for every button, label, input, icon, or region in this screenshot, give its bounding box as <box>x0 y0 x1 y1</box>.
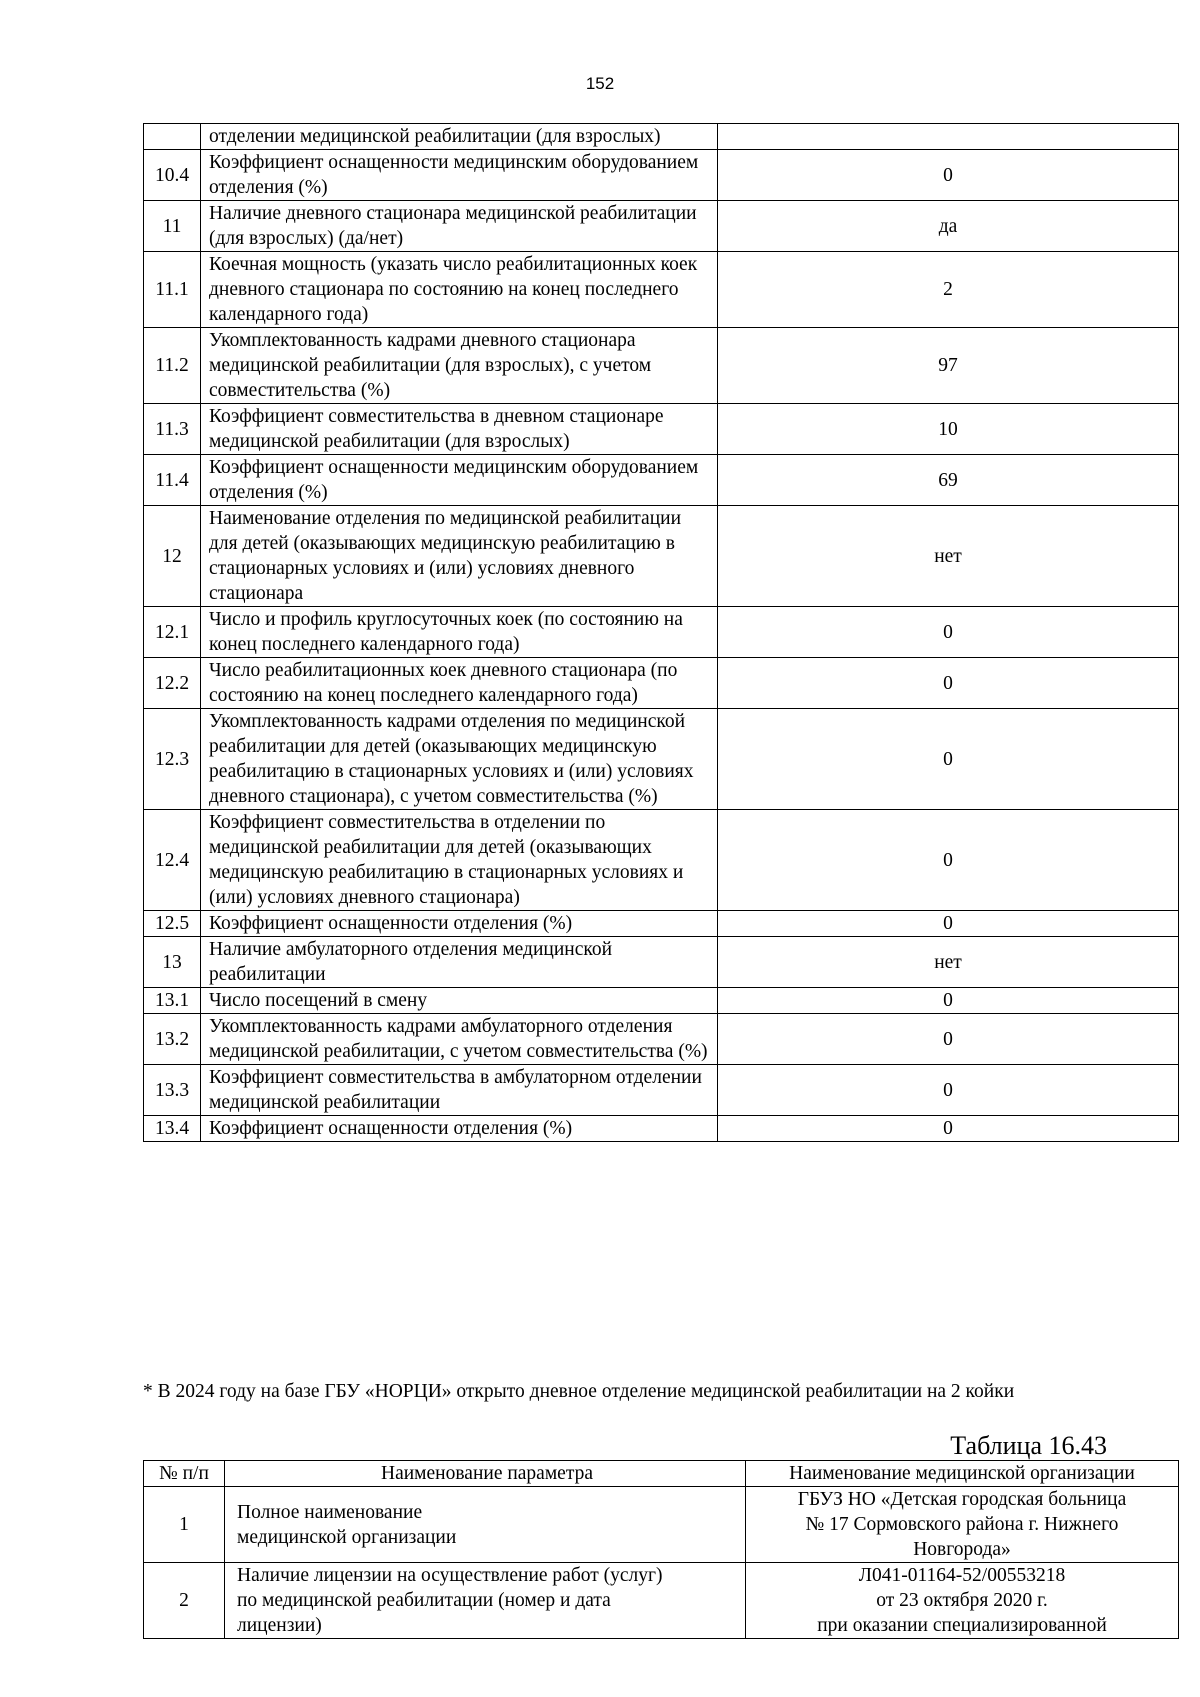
param-line: медицинской организации <box>237 1526 457 1548</box>
row-value: 0 <box>718 1065 1179 1116</box>
row-value: 2 <box>718 252 1179 328</box>
header-org: Наименование медицинской организации <box>746 1461 1179 1487</box>
table-row <box>144 607 1179 658</box>
table-row <box>144 1487 1179 1563</box>
param-line: по медицинской реабилитации (номер и дата <box>237 1590 611 1611</box>
row-num: 11.3 <box>144 404 201 455</box>
value-line: при оказании специализированной <box>817 1615 1107 1636</box>
param-line: Полное наименование <box>237 1501 423 1523</box>
row-num: 11 <box>144 201 201 252</box>
row-value: 0 <box>718 709 1179 810</box>
row-param: Наименование отделения по медицинской реабилитации для детей (оказывающих медицинскую реабилитацию в стационарных условиях и (или) условиях дневного стационара <box>201 506 718 607</box>
row-value: 10 <box>718 404 1179 455</box>
row-num: 12.3 <box>144 709 201 810</box>
row-value: 0 <box>718 810 1179 911</box>
row-value: нет <box>718 506 1179 607</box>
row-value: нет <box>718 937 1179 988</box>
row-num: 1 <box>144 1487 225 1563</box>
row-value: 0 <box>718 988 1179 1014</box>
row-num: 13 <box>144 937 201 988</box>
row-param: Наличие амбулаторного отделения медицинской реабилитации <box>201 937 718 988</box>
table-row <box>144 201 1179 252</box>
table-row <box>144 911 1179 937</box>
row-param: Укомплектованность кадрами дневного стационара медицинской реабилитации (для взрослых), с учетом совместительства (%) <box>201 328 718 404</box>
value-line: № 17 Сормовского района г. Нижнего <box>805 1514 1119 1535</box>
value-line: от 23 октября 2020 г. <box>876 1590 1048 1611</box>
row-param: Коэффициент оснащенности отделения (%) <box>201 1116 718 1142</box>
row-value: 0 <box>718 1116 1179 1142</box>
row-value: 0 <box>718 658 1179 709</box>
row-value: 0 <box>718 150 1179 201</box>
row-param: Коэффициент оснащенности медицинским оборудованием отделения (%) <box>201 150 718 201</box>
table-row <box>144 810 1179 911</box>
row-value: 0 <box>718 911 1179 937</box>
table-row <box>144 404 1179 455</box>
table-row <box>144 1014 1179 1065</box>
table-row <box>144 1065 1179 1116</box>
row-param: Коэффициент совместительства в отделении по медицинской реабилитации для детей (оказывающих медицинскую реабилитацию в стационарных условиях и (или) условиях дневного стационара) <box>201 810 718 911</box>
row-value: 97 <box>718 328 1179 404</box>
row-param: Коечная мощность (указать число реабилитационных коек дневного стационара по состоянию на конец последнего календарного года) <box>201 252 718 328</box>
table-row <box>144 709 1179 810</box>
row-value <box>746 1487 1179 1563</box>
row-param: Коэффициент совместительства в амбулаторном отделении медицинской реабилитации <box>201 1065 718 1116</box>
page-number: 152 <box>585 74 615 93</box>
row-num: 11.2 <box>144 328 201 404</box>
row-num: 13.4 <box>144 1116 201 1142</box>
value-line: ГБУЗ НО «Детская городская больница <box>797 1489 1127 1510</box>
row-param <box>225 1563 746 1639</box>
table-row <box>144 658 1179 709</box>
row-num: 2 <box>144 1563 225 1639</box>
row-param: Число посещений в смену <box>201 988 718 1014</box>
header-param: Наименование параметра <box>225 1461 746 1487</box>
row-param: Укомплектованность кадрами амбулаторного отделения медицинской реабилитации, с учетом совместительства (%) <box>201 1014 718 1065</box>
table-row <box>144 1563 1179 1639</box>
row-param: Наличие дневного стационара медицинской реабилитации (для взрослых) (да/нет) <box>201 201 718 252</box>
table-header-row <box>144 1461 1179 1487</box>
row-num <box>144 124 201 150</box>
row-param: отделении медицинской реабилитации (для взрослых) <box>201 124 718 150</box>
row-value <box>718 124 1179 150</box>
header-num: № п/п <box>144 1461 225 1487</box>
row-param: Число реабилитационных коек дневного стационара (по состоянию на конец последнего календарного года) <box>201 658 718 709</box>
table-row <box>144 328 1179 404</box>
table-row <box>144 150 1179 201</box>
table-row <box>144 124 1179 150</box>
row-value: 0 <box>718 607 1179 658</box>
row-param: Коэффициент совместительства в дневном стационаре медицинской реабилитации (для взрослых) <box>201 404 718 455</box>
table-row <box>144 1116 1179 1142</box>
row-param: Коэффициент оснащенности отделения (%) <box>201 911 718 937</box>
table-row <box>144 252 1179 328</box>
row-num: 12.4 <box>144 810 201 911</box>
row-param: Коэффициент оснащенности медицинским оборудованием отделения (%) <box>201 455 718 506</box>
row-value: 0 <box>718 1014 1179 1065</box>
row-num: 11.4 <box>144 455 201 506</box>
row-value: да <box>718 201 1179 252</box>
row-param: Укомплектованность кадрами отделения по медицинской реабилитации для детей (оказывающих медицинскую реабилитацию в стационарных условиях и (или) условиях дневного стационара), с учетом совместительства (%) <box>201 709 718 810</box>
table-caption: Таблица 16.43 <box>950 1431 1107 1460</box>
value-line: Новгорода» <box>913 1539 1011 1560</box>
table-row <box>144 455 1179 506</box>
value-line: Л041-01164-52/00553218 <box>858 1565 1066 1586</box>
row-num: 10.4 <box>144 150 201 201</box>
param-line: Наличие лицензии на осуществление работ (услуг) <box>237 1565 663 1586</box>
row-param: Число и профиль круглосуточных коек (по состоянию на конец последнего календарного года) <box>201 607 718 658</box>
row-num: 13.1 <box>144 988 201 1014</box>
table-row <box>144 988 1179 1014</box>
row-param <box>225 1487 746 1563</box>
row-value: 69 <box>718 455 1179 506</box>
footnote: * В 2024 году на базе ГБУ «НОРЦИ» открыто дневное отделение медицинской реабилитации на 2 койки <box>143 1381 1015 1402</box>
rehabilitation-parameters-table <box>143 123 1179 1142</box>
row-num: 12 <box>144 506 201 607</box>
row-num: 13.3 <box>144 1065 201 1116</box>
row-num: 11.1 <box>144 252 201 328</box>
organization-table <box>143 1460 1179 1639</box>
row-num: 12.1 <box>144 607 201 658</box>
row-num: 12.5 <box>144 911 201 937</box>
row-num: 13.2 <box>144 1014 201 1065</box>
row-num: 12.2 <box>144 658 201 709</box>
table-row <box>144 937 1179 988</box>
row-value <box>746 1563 1179 1639</box>
table-row <box>144 506 1179 607</box>
param-line: лицензии) <box>237 1615 322 1636</box>
